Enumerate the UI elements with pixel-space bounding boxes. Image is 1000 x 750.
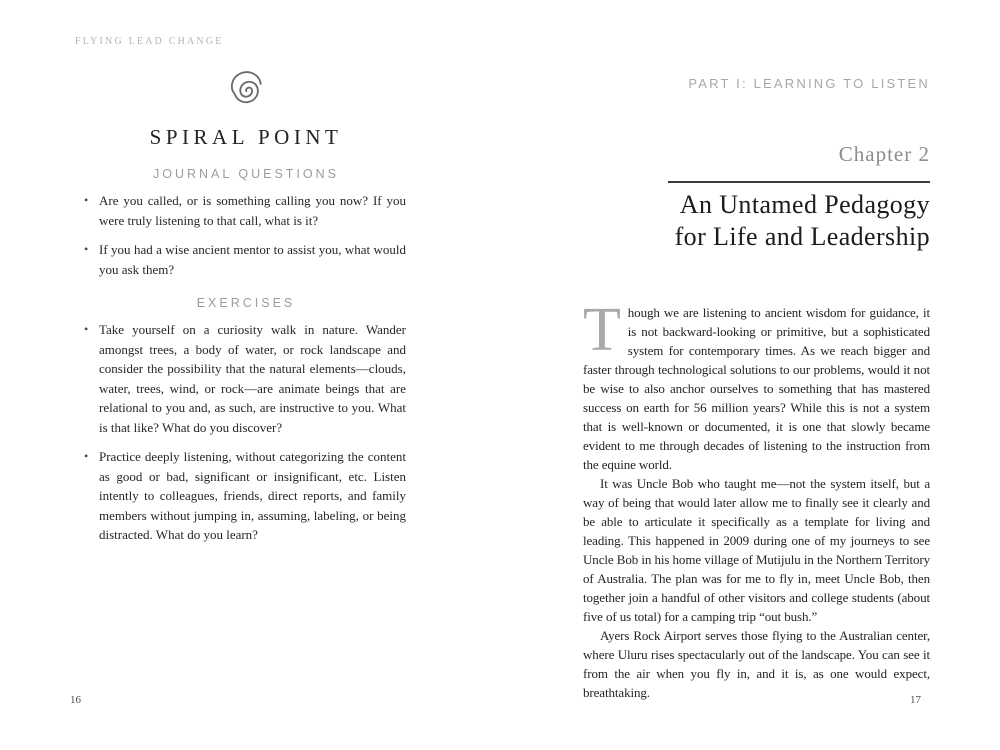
- bullet-icon: •: [84, 449, 89, 463]
- running-header-part-title: PART I: LEARNING TO LISTEN: [688, 76, 930, 91]
- exercise-text: Practice deeply listening, without categorizing the content as good or bad, significant or insignificant, etc. Listen intently to colleagues, friends, direct reports, and family members without jumping in, assuming, labeling, or being distracted. What do you learn?: [99, 449, 406, 542]
- exercises-heading: EXERCISES: [196, 296, 296, 310]
- exercise-text: Take yourself on a curiosity walk in nature. Wander amongst trees, a body of water, or rock landscape and consider the possibility that the natural elements—clouds, water, trees, wind, or rock—are animate beings that are relational to you and, as such, are instructive to you. What is that like? What do you discover?: [99, 322, 406, 435]
- paragraph-first-text: hough we are listening to ancient wisdom for guidance, it is not backward-looking or primitive, but a sophisticated system for contemporary times. As we reach bigger and faster through technological solutions to our problems, would it not be wise to also anchor ourselves to something that has mastered success on earth for 56 million years? While this is not a system that is well-known or documented, it is one that slowly became evident to me through decades of listening to the instruction from the equine world.: [583, 305, 930, 472]
- title-rule: [668, 181, 930, 183]
- bullet-icon: •: [84, 242, 89, 256]
- bullet-icon: •: [84, 193, 89, 207]
- exercises-list: [82, 320, 406, 545]
- page-number-right: 17: [910, 694, 921, 706]
- journal-questions-heading: JOURNAL QUESTIONS: [153, 167, 339, 181]
- paragraph: It was Uncle Bob who taught me—not the system itself, but a way of being that would later allow me to finally see it clearly and be able to articulate it specifically as a template for living and leading. This happened in 2009 during one of my journeys to see Uncle Bob in his home village of Mutijulu in the Northern Territory of Australia. The plan was for me to fly in, meet Uncle Bob, then together join a handful of other visitors and college students (about five of us total) for a camping trip “out bush.”: [583, 476, 930, 624]
- section-title: SPIRAL POINT: [149, 125, 343, 149]
- journal-question-text: Are you called, or is something calling you now? If you were truly listening to that call, what is it?: [99, 193, 406, 228]
- chapter-label: Chapter 2: [838, 142, 930, 166]
- chapter-title-line2: for Life and Leadership: [674, 222, 930, 251]
- journal-question-item: [82, 240, 406, 279]
- page-number-left: 16: [70, 694, 81, 706]
- spiral-icon: [217, 61, 275, 119]
- exercise-item: [82, 447, 406, 545]
- exercise-item: [82, 320, 406, 437]
- chapter-title: [583, 189, 930, 253]
- journal-questions-list: [82, 191, 406, 279]
- left-page: [60, 0, 432, 750]
- journal-question-text: If you had a wise ancient mentor to assist you, what would you ask them?: [99, 242, 406, 277]
- journal-question-item: [82, 191, 406, 230]
- chapter-body: [583, 296, 930, 702]
- paragraph-first: [583, 296, 930, 474]
- right-page: [583, 0, 930, 750]
- paragraph: Ayers Rock Airport serves those flying to the Australian center, where Uluru rises spectacularly out of the landscape. You can see it from the air when you fly in, and it is, as one would expect, breathtaking.: [583, 628, 930, 700]
- bullet-icon: •: [84, 322, 89, 336]
- chapter-title-line1: An Untamed Pedagogy: [679, 190, 930, 219]
- dropcap-letter: T: [583, 296, 621, 364]
- running-header-book-title: FLYING LEAD CHANGE: [75, 36, 224, 47]
